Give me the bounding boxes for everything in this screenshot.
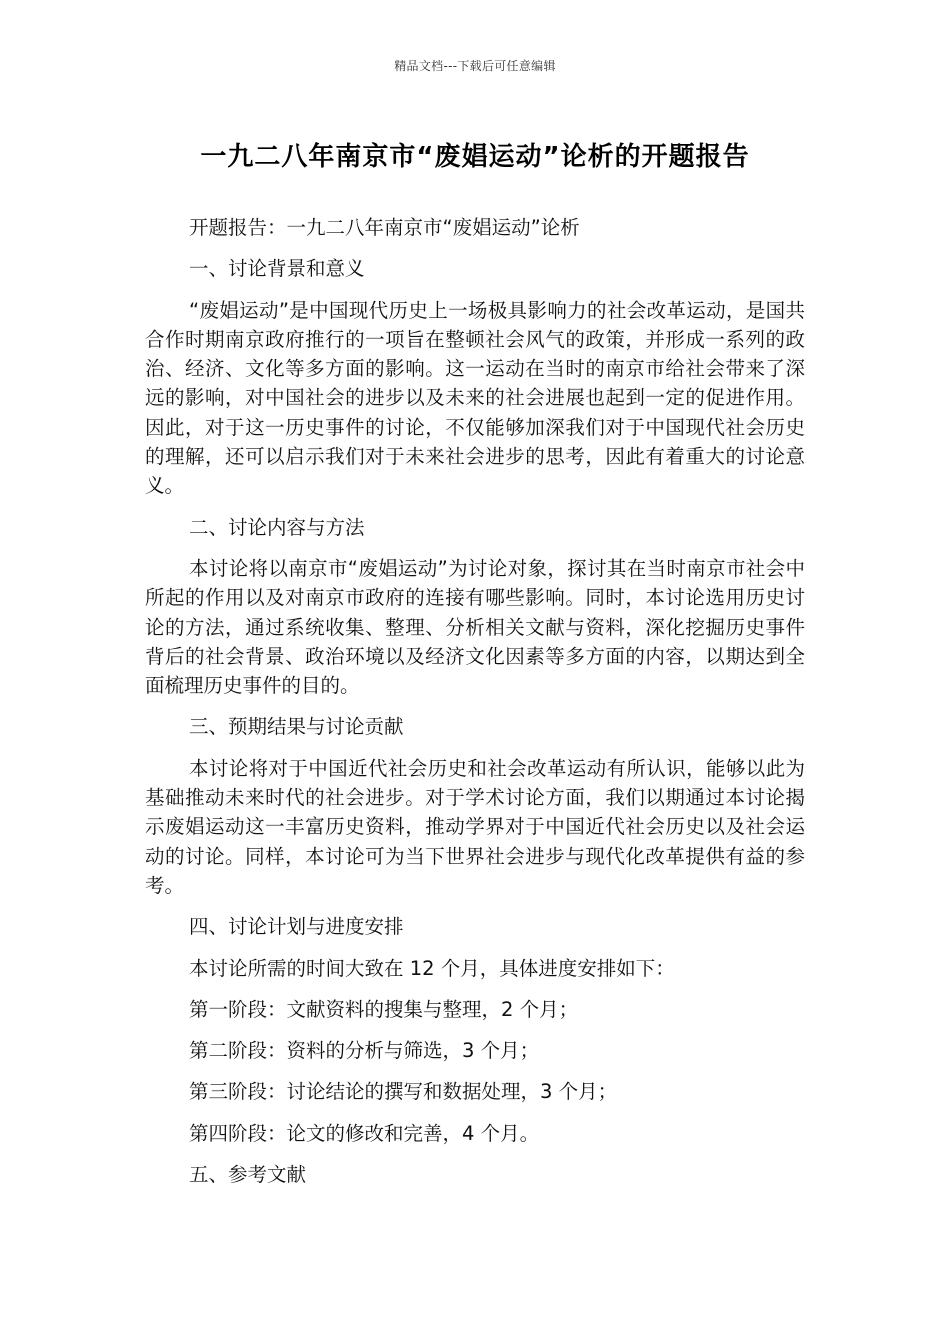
section-heading-content-method: 二、讨论内容与方法 xyxy=(189,515,365,539)
paragraph-expected-results: 本讨论将对于中国近代社会历史和社会改革运动有所认识，能够以此为基础推动未来时代的社会进步。对于学术讨论方面，我们以期通过本讨论揭示废娼运动这一丰富历史资料，推动学界对于中国近代社会历史以及社会运动的讨论。同样，本讨论可为当下世界社会进步与现代化改革提供有益的参考。 xyxy=(145,756,805,897)
schedule-intro: 本讨论所需的时间大致在 12 个月，具体进度安排如下： xyxy=(189,956,675,980)
section-heading-expected-results: 三、预期结果与讨论贡献 xyxy=(189,715,404,739)
schedule-stage-2: 第二阶段：资料的分析与筛选，3 个月； xyxy=(189,1039,540,1063)
document-title: 一九二八年南京市“废娼运动”论析的开题报告 xyxy=(200,142,750,172)
section-heading-schedule: 四、讨论计划与进度安排 xyxy=(189,915,404,939)
document-body xyxy=(145,213,805,1201)
schedule-stage-1: 第一阶段：文献资料的搜集与整理，2 个月； xyxy=(189,997,579,1021)
schedule-stage-4: 第四阶段：论文的修改和完善，4 个月。 xyxy=(189,1121,540,1145)
paragraph-background: “废娼运动”是中国现代历史上一场极具影响力的社会改革运动，是国共合作时期南京政府推行的一项旨在整顿社会风气的政策，并形成一系列的政治、经济、文化等多方面的影响。这一运动在当时的南京市给社会带来了深远的影响，对中国社会的进步以及未来的社会进展也起到一定的促进作用。因此，对于这一历史事件的讨论，不仅能够加深我们对于中国现代社会历史的理解，还可以启示我们对于未来社会进步的思考，因此有着重大的讨论意义。 xyxy=(145,298,805,498)
section-heading-references: 五、参考文献 xyxy=(189,1163,307,1187)
paragraph-content-method: 本讨论将以南京市“废娼运动”为讨论对象，探讨其在当时南京市社会中所起的作用以及对南京市政府的连接有哪些影响。同时，本讨论选用历史讨论的方法，通过系统收集、整理、分析相关文献与资料，深化挖掘历史事件背后的社会背景、政治环境以及经济文化因素等多方面的内容，以期达到全面梳理历史事件的目的。 xyxy=(145,556,805,698)
section-heading-background: 一、讨论背景和意义 xyxy=(189,257,365,281)
schedule-stage-3: 第三阶段：讨论结论的撰写和数据处理，3 个月； xyxy=(189,1080,618,1104)
header-note: 精品文档---下载后可任意编辑 xyxy=(394,59,556,73)
report-title-line: 开题报告：一九二八年南京市“废娼运动”论析 xyxy=(189,216,580,239)
